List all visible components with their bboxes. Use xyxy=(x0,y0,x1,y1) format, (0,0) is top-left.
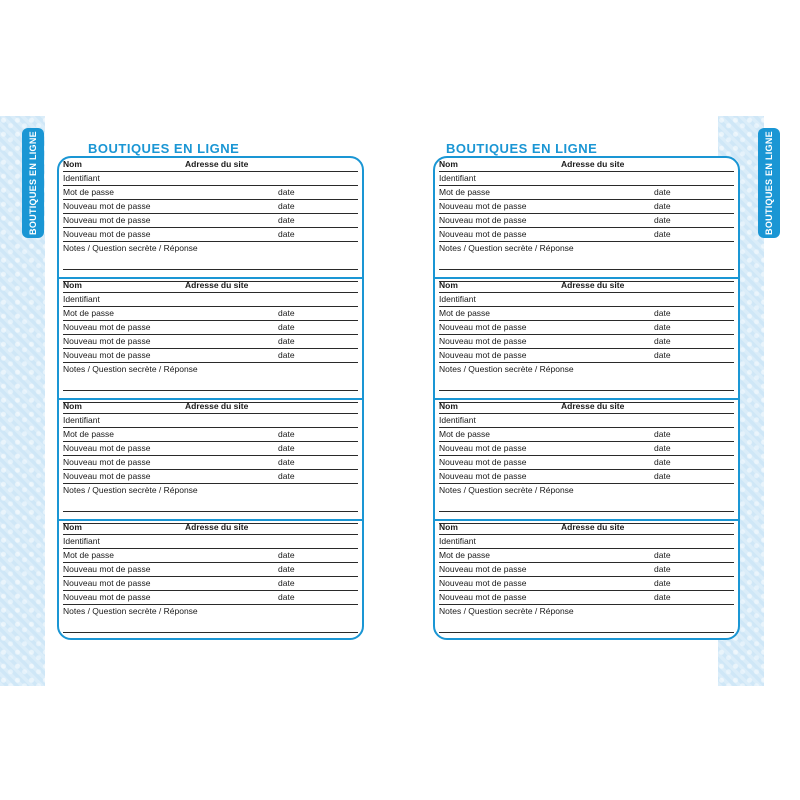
name-row xyxy=(63,158,358,172)
name-label: Nom xyxy=(63,159,82,169)
date-label: date xyxy=(654,443,671,453)
notes-label: Notes / Question secrète / Réponse xyxy=(439,606,574,616)
identifier-label: Identifiant xyxy=(439,294,476,304)
notes-label: Notes / Question secrète / Réponse xyxy=(63,364,198,374)
new-password-row xyxy=(63,456,358,470)
right-page-title: BOUTIQUES EN LIGNE xyxy=(446,141,598,156)
new-password-label: Nouveau mot de passe xyxy=(63,229,151,239)
identifier-row xyxy=(63,172,358,186)
password-label: Mot de passe xyxy=(439,550,491,560)
password-label: Mot de passe xyxy=(63,308,115,318)
password-row xyxy=(63,186,358,200)
password-entry xyxy=(59,521,362,640)
date-label: date xyxy=(278,592,295,602)
password-entry xyxy=(435,158,738,279)
date-label: date xyxy=(654,578,671,588)
date-label: date xyxy=(278,429,295,439)
identifier-row xyxy=(63,293,358,307)
new-password-label: Nouveau mot de passe xyxy=(63,443,151,453)
identifier-label: Identifiant xyxy=(63,173,100,183)
new-password-row xyxy=(63,335,358,349)
date-label: date xyxy=(654,229,671,239)
new-password-row xyxy=(439,321,734,335)
site-address-label: Adresse du site xyxy=(185,280,249,290)
password-row xyxy=(439,428,734,442)
name-label: Nom xyxy=(63,522,82,532)
identifier-row xyxy=(439,293,734,307)
new-password-label: Nouveau mot de passe xyxy=(439,322,527,332)
new-password-row xyxy=(63,321,358,335)
new-password-label: Nouveau mot de passe xyxy=(63,457,151,467)
date-label: date xyxy=(654,471,671,481)
left-page-title: BOUTIQUES EN LIGNE xyxy=(88,141,240,156)
notes-label: Notes / Question secrète / Réponse xyxy=(439,364,574,374)
identifier-label: Identifiant xyxy=(63,415,100,425)
date-label: date xyxy=(654,308,671,318)
new-password-label: Nouveau mot de passe xyxy=(439,336,527,346)
password-row xyxy=(63,549,358,563)
new-password-label: Nouveau mot de passe xyxy=(439,471,527,481)
site-address-label: Adresse du site xyxy=(185,401,249,411)
new-password-row xyxy=(439,470,734,484)
new-password-row xyxy=(63,563,358,577)
new-password-row xyxy=(439,563,734,577)
identifier-label: Identifiant xyxy=(63,294,100,304)
password-label: Mot de passe xyxy=(63,550,115,560)
new-password-label: Nouveau mot de passe xyxy=(63,350,151,360)
new-password-row xyxy=(63,200,358,214)
date-label: date xyxy=(278,578,295,588)
password-entry xyxy=(435,400,738,521)
date-label: date xyxy=(654,592,671,602)
identifier-row xyxy=(439,535,734,549)
new-password-label: Nouveau mot de passe xyxy=(63,201,151,211)
date-label: date xyxy=(278,457,295,467)
notes-row xyxy=(439,242,734,270)
new-password-label: Nouveau mot de passe xyxy=(439,215,527,225)
new-password-row xyxy=(439,228,734,242)
identifier-label: Identifiant xyxy=(63,536,100,546)
password-row xyxy=(439,549,734,563)
site-address-label: Adresse du site xyxy=(561,522,625,532)
name-row xyxy=(63,279,358,293)
new-password-row xyxy=(439,200,734,214)
name-row xyxy=(63,521,358,535)
date-label: date xyxy=(654,429,671,439)
new-password-label: Nouveau mot de passe xyxy=(63,322,151,332)
notes-label: Notes / Question secrète / Réponse xyxy=(63,485,198,495)
date-label: date xyxy=(278,322,295,332)
new-password-row xyxy=(439,577,734,591)
date-label: date xyxy=(654,550,671,560)
site-address-label: Adresse du site xyxy=(561,401,625,411)
side-tab-label: BOUTIQUES EN LIGNE xyxy=(28,131,39,235)
new-password-row xyxy=(439,335,734,349)
notes-row xyxy=(63,363,358,391)
notes-row xyxy=(439,484,734,512)
password-entry xyxy=(435,279,738,400)
date-label: date xyxy=(654,564,671,574)
new-password-label: Nouveau mot de passe xyxy=(439,457,527,467)
new-password-label: Nouveau mot de passe xyxy=(439,229,527,239)
new-password-label: Nouveau mot de passe xyxy=(63,564,151,574)
new-password-row xyxy=(63,442,358,456)
notes-label: Notes / Question secrète / Réponse xyxy=(63,606,198,616)
name-row xyxy=(439,279,734,293)
date-label: date xyxy=(654,350,671,360)
name-label: Nom xyxy=(439,522,458,532)
new-password-label: Nouveau mot de passe xyxy=(439,564,527,574)
new-password-label: Nouveau mot de passe xyxy=(63,592,151,602)
date-label: date xyxy=(278,215,295,225)
new-password-row xyxy=(63,349,358,363)
site-address-label: Adresse du site xyxy=(561,280,625,290)
site-address-label: Adresse du site xyxy=(185,522,249,532)
new-password-row xyxy=(439,456,734,470)
name-label: Nom xyxy=(439,280,458,290)
date-label: date xyxy=(654,336,671,346)
identifier-label: Identifiant xyxy=(439,173,476,183)
notes-row xyxy=(63,242,358,270)
password-entry xyxy=(59,400,362,521)
date-label: date xyxy=(278,443,295,453)
name-row xyxy=(439,158,734,172)
date-label: date xyxy=(654,457,671,467)
new-password-row xyxy=(63,577,358,591)
notes-label: Notes / Question secrète / Réponse xyxy=(439,243,574,253)
date-label: date xyxy=(278,564,295,574)
date-label: date xyxy=(654,201,671,211)
new-password-row xyxy=(439,591,734,605)
password-entry xyxy=(59,279,362,400)
new-password-row xyxy=(439,442,734,456)
notes-extra-line xyxy=(63,633,358,640)
password-label: Mot de passe xyxy=(63,429,115,439)
date-label: date xyxy=(278,350,295,360)
name-label: Nom xyxy=(63,401,82,411)
notes-row xyxy=(439,363,734,391)
site-address-label: Adresse du site xyxy=(185,159,249,169)
date-label: date xyxy=(278,550,295,560)
date-label: date xyxy=(278,308,295,318)
password-row xyxy=(63,307,358,321)
side-tab-label: BOUTIQUES EN LIGNE xyxy=(764,131,775,235)
new-password-row xyxy=(63,214,358,228)
left-side-tab xyxy=(22,128,44,238)
password-label: Mot de passe xyxy=(439,187,491,197)
new-password-row xyxy=(439,214,734,228)
left-page-frame xyxy=(57,156,364,640)
password-row xyxy=(63,428,358,442)
date-label: date xyxy=(278,471,295,481)
new-password-row xyxy=(63,470,358,484)
date-label: date xyxy=(278,187,295,197)
right-side-tab xyxy=(758,128,780,238)
password-label: Mot de passe xyxy=(439,429,491,439)
identifier-label: Identifiant xyxy=(439,536,476,546)
identifier-row xyxy=(439,414,734,428)
name-label: Nom xyxy=(439,401,458,411)
identifier-row xyxy=(439,172,734,186)
name-row xyxy=(439,521,734,535)
new-password-row xyxy=(63,591,358,605)
site-address-label: Adresse du site xyxy=(561,159,625,169)
notes-row xyxy=(63,484,358,512)
notes-label: Notes / Question secrète / Réponse xyxy=(63,243,198,253)
new-password-label: Nouveau mot de passe xyxy=(439,201,527,211)
password-row xyxy=(439,307,734,321)
notes-row xyxy=(439,605,734,633)
date-label: date xyxy=(278,336,295,346)
new-password-label: Nouveau mot de passe xyxy=(63,578,151,588)
new-password-row xyxy=(439,349,734,363)
new-password-label: Nouveau mot de passe xyxy=(439,578,527,588)
notes-extra-line xyxy=(439,633,734,640)
identifier-label: Identifiant xyxy=(439,415,476,425)
notes-row xyxy=(63,605,358,633)
password-entry xyxy=(59,158,362,279)
date-label: date xyxy=(278,229,295,239)
name-label: Nom xyxy=(63,280,82,290)
new-password-row xyxy=(63,228,358,242)
password-label: Mot de passe xyxy=(63,187,115,197)
new-password-label: Nouveau mot de passe xyxy=(439,443,527,453)
password-label: Mot de passe xyxy=(439,308,491,318)
name-label: Nom xyxy=(439,159,458,169)
identifier-row xyxy=(63,535,358,549)
new-password-label: Nouveau mot de passe xyxy=(63,471,151,481)
date-label: date xyxy=(278,201,295,211)
password-entry xyxy=(435,521,738,640)
notes-label: Notes / Question secrète / Réponse xyxy=(439,485,574,495)
new-password-label: Nouveau mot de passe xyxy=(439,592,527,602)
date-label: date xyxy=(654,187,671,197)
new-password-label: Nouveau mot de passe xyxy=(439,350,527,360)
right-page-frame xyxy=(433,156,740,640)
date-label: date xyxy=(654,322,671,332)
date-label: date xyxy=(654,215,671,225)
name-row xyxy=(439,400,734,414)
identifier-row xyxy=(63,414,358,428)
new-password-label: Nouveau mot de passe xyxy=(63,336,151,346)
name-row xyxy=(63,400,358,414)
password-row xyxy=(439,186,734,200)
new-password-label: Nouveau mot de passe xyxy=(63,215,151,225)
